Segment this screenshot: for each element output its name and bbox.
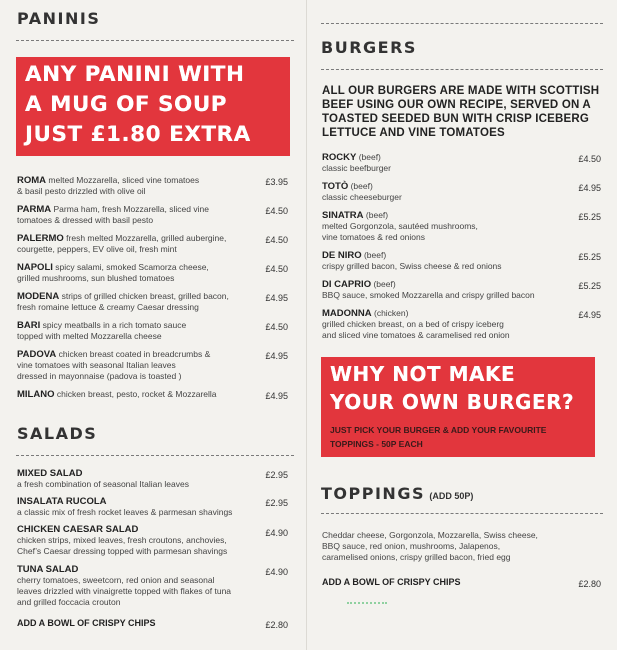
toppings-title: TOPPINGS [321,484,425,503]
item-price: £2.95 [265,470,288,480]
menu-item: MIXED SALAD a fresh combination of seasonal Italian leaves [17,468,189,489]
divider [16,40,294,41]
toppings-list: Cheddar cheese, Gorgonzola, Mozzarella, Swiss cheese, BBQ sauce, red onion, mushrooms, Jalapenos, caramelised onions, crispy grilled bacon, fried egg [322,530,538,562]
divider [321,513,603,514]
item-price: £4.95 [265,391,288,401]
build-your-own-promo [321,357,595,457]
menu-item: INSALATA RUCOLA a classic mix of fresh rocket leaves & parmesan shavings [17,496,233,517]
menu-item: DI CAPRIO (beef) BBQ sauce, smoked Mozzarella and crispy grilled bacon [322,279,535,300]
menu-item: ROCKY (beef) classic beefburger [322,152,391,173]
left-column [0,0,306,650]
promo-subtext-1: JUST PICK YOUR BURGER & ADD YOUR FAVOURITE [330,425,547,435]
item-price: £4.50 [578,154,601,164]
item-price: £2.80 [578,579,601,589]
menu-item: PARMA Parma ham, fresh Mozzarella, sliced vine tomatoes & dressed with basil pesto [17,204,209,225]
menu-item: MODENA strips of grilled chicken breast, grilled bacon, fresh romaine lettuce & creamy Caesar dressing [17,291,229,312]
salads-title: SALADS [17,424,98,443]
menu-item: PALERMO fresh melted Mozzarella, grilled aubergine, courgette, peppers, EV olive oil, fresh mint [17,233,227,254]
right-column [306,0,617,650]
burgers-intro: ALL OUR BURGERS ARE MADE WITH SCOTTISH BEEF USING OUR OWN RECIPE, SERVED ON A TOASTED SEEDED BUN WITH CRISP ICEBERG LETTUCE AND VINE TOMATOES [322,85,600,139]
add-chips-item: ADD A BOWL OF CRISPY CHIPS [322,577,461,587]
divider [321,69,603,70]
menu-item: SINATRA (beef) melted Gorgonzola, sautéed mushrooms, vine tomatoes & red onions [322,210,478,242]
item-price: £5.25 [578,252,601,262]
item-price: £3.95 [265,177,288,187]
menu-item: TOTÒ (beef) classic cheeseburger [322,181,402,202]
add-chips-item: ADD A BOWL OF CRISPY CHIPS [17,618,156,628]
menu-item: DE NIRO (beef) crispy grilled bacon, Swiss cheese & red onions [322,250,502,271]
menu-item: ROMA melted Mozzarella, sliced vine tomatoes & basil pesto drizzled with olive oil [17,175,200,196]
item-price: £2.95 [265,498,288,508]
panini-soup-promo [16,57,290,156]
menu-item: MADONNA (chicken) grilled chicken breast, on a bed of crispy iceberg and sliced vine tomatoes & caramelised red onion [322,308,510,340]
burgers-title: BURGERS [321,38,417,57]
menu-item: CHICKEN CAESAR SALAD chicken strips, mixed leaves, fresh croutons, anchovies, Chef’s Caesar dressing topped with parmesan shavings [17,524,228,556]
paninis-title: PANINIS [17,9,101,28]
item-price: £4.95 [265,293,288,303]
toppings-subtitle: (ADD 50P) [429,491,474,501]
promo-line-2: YOUR OWN BURGER? [330,390,575,414]
item-price: £4.50 [265,264,288,274]
promo-line-1: WHY NOT MAKE [330,362,516,386]
menu-item: TUNA SALAD cherry tomatoes, sweetcorn, red onion and seasonal leaves drizzled with vinaigrette topped with flakes of tuna and grilled foccacia crouton [17,564,232,607]
menu-item: MILANO chicken breast, pesto, rocket & Mozzarella [17,389,217,400]
toppings-heading [321,484,473,504]
item-price: £2.80 [265,620,288,630]
item-price: £4.50 [265,235,288,245]
promo-subtext-2: TOPPINGS - 50P EACH [330,439,423,449]
item-price: £4.95 [578,310,601,320]
item-price: £4.90 [265,528,288,538]
divider [16,455,294,456]
item-price: £4.90 [265,567,288,577]
divider [321,23,603,24]
item-price: £5.25 [578,281,601,291]
item-price: £4.50 [265,206,288,216]
item-price: £4.95 [578,183,601,193]
menu-item: PADOVA chicken breast coated in breadcrumbs & vine tomatoes with seasonal Italian leaves dressed in mayonnaise (padova is toasted ) [17,349,211,381]
item-price: £4.95 [265,351,288,361]
menu-item: NAPOLI spicy salami, smoked Scamorza cheese, grilled mushrooms, sun blushed tomatoes [17,262,209,283]
item-price: £5.25 [578,212,601,222]
menu-item: BARI spicy meatballs in a rich tomato sauce topped with melted Mozzarella cheese [17,320,187,341]
promo-line-3: JUST £1.80 EXTRA [25,122,251,147]
promo-line-2: A MUG OF SOUP [25,92,228,117]
decorative-dashes [347,602,387,607]
item-price: £4.50 [265,322,288,332]
promo-line-1: ANY PANINI WITH [25,62,245,87]
